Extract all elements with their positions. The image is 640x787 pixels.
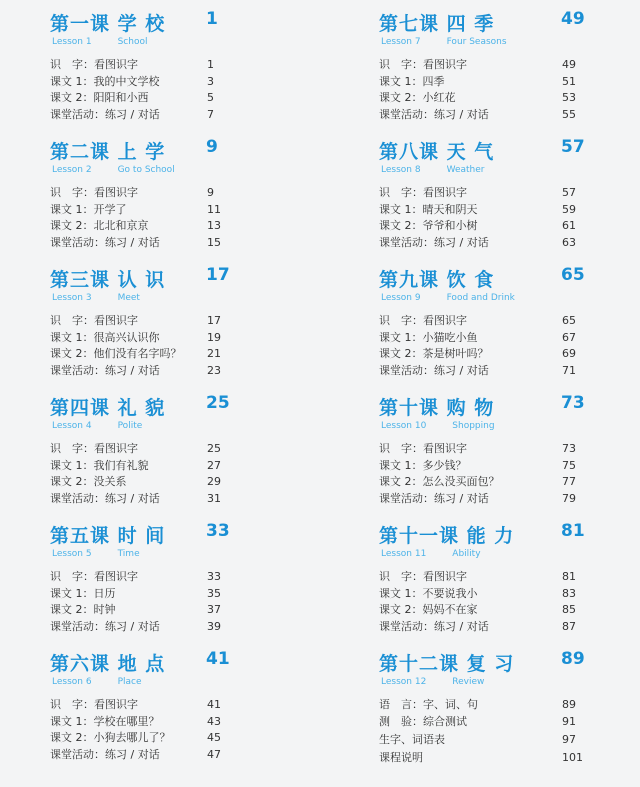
toc-item-page: 9 bbox=[207, 186, 214, 199]
toc-item[interactable] bbox=[379, 458, 589, 475]
lesson-entry bbox=[379, 512, 589, 640]
toc-item[interactable] bbox=[50, 74, 300, 91]
toc-item-page: 39 bbox=[207, 619, 221, 633]
lesson-title[interactable]: 第二课 上 学 bbox=[50, 141, 166, 163]
toc-item[interactable] bbox=[379, 346, 589, 363]
toc-item-label: 测 验：综合测试 bbox=[379, 714, 467, 728]
lesson-title-en: Meet bbox=[117, 293, 140, 303]
appendix-item-label: 课程说明 bbox=[379, 751, 423, 764]
toc-item-page: 35 bbox=[207, 586, 221, 600]
lesson-page-number: 25 bbox=[206, 393, 230, 413]
toc-item[interactable] bbox=[50, 569, 300, 586]
toc-item[interactable] bbox=[379, 185, 589, 202]
toc-item-label: 识 字：看图识字 bbox=[50, 570, 138, 583]
toc-item-label: 课堂活动：练习 / 对话 bbox=[50, 235, 160, 249]
toc-item-page: 29 bbox=[207, 475, 221, 488]
lesson-items bbox=[379, 57, 589, 123]
toc-item-label: 课文 2：北北和京京 bbox=[50, 219, 149, 232]
lesson-title[interactable]: 第七课 四 季 bbox=[379, 13, 495, 35]
lesson-subtitle bbox=[52, 37, 147, 47]
lesson-items bbox=[379, 185, 589, 251]
toc-item[interactable] bbox=[50, 697, 300, 714]
toc-item-page: 27 bbox=[207, 458, 221, 472]
lesson-number-en: Lesson 2 bbox=[52, 165, 92, 175]
toc-item-page: 3 bbox=[207, 74, 214, 88]
toc-item[interactable] bbox=[379, 474, 589, 491]
toc-item[interactable] bbox=[50, 313, 300, 330]
toc-item-page: 43 bbox=[207, 714, 221, 728]
lesson-title-en: Food and Drink bbox=[446, 293, 515, 303]
appendix-item-page: 97 bbox=[562, 733, 576, 746]
lesson-heading[interactable] bbox=[379, 0, 589, 48]
toc-item-label: 课文 2：阳阳和小西 bbox=[50, 91, 149, 104]
toc-item-page: 7 bbox=[207, 107, 214, 121]
lesson-title-en: Polite bbox=[117, 421, 143, 431]
toc-item-page: 55 bbox=[562, 107, 576, 121]
lesson-number-en: Lesson 11 bbox=[381, 549, 427, 559]
lesson-subtitle bbox=[52, 549, 140, 559]
lesson-title[interactable]: 第一课 学 校 bbox=[50, 13, 166, 35]
toc-item[interactable] bbox=[50, 330, 300, 347]
toc-item[interactable] bbox=[379, 697, 589, 714]
toc-item[interactable] bbox=[379, 714, 589, 731]
appendix-item-label: 生字、词语表 bbox=[379, 733, 445, 746]
toc-item-page: 11 bbox=[207, 202, 221, 216]
toc-item[interactable] bbox=[379, 57, 589, 74]
lesson-title[interactable]: 第六课 地 点 bbox=[50, 653, 166, 675]
toc-item-label: 课文 1：我们有礼貌 bbox=[50, 458, 149, 472]
lesson-subtitle bbox=[381, 37, 507, 47]
toc-item-page: 21 bbox=[207, 347, 221, 360]
toc-item[interactable] bbox=[50, 474, 300, 491]
toc-item[interactable] bbox=[379, 202, 589, 219]
lesson-entry bbox=[50, 640, 300, 768]
toc-item[interactable] bbox=[50, 619, 300, 636]
toc-item-page: 23 bbox=[207, 363, 221, 377]
toc-item-page: 37 bbox=[207, 603, 221, 616]
toc-item-page: 83 bbox=[562, 586, 576, 600]
toc-item-page: 47 bbox=[207, 747, 221, 761]
toc-item-label: 识 字：看图识字 bbox=[50, 58, 138, 71]
lesson-heading[interactable] bbox=[379, 512, 589, 560]
lesson-subtitle bbox=[52, 165, 175, 175]
lesson-items bbox=[50, 569, 300, 635]
lesson-title[interactable]: 第八课 天 气 bbox=[379, 141, 495, 163]
toc-item-page: 87 bbox=[562, 619, 576, 633]
lesson-title-en: Time bbox=[117, 549, 140, 559]
lesson-number-en: Lesson 1 bbox=[52, 37, 92, 47]
lesson-subtitle bbox=[381, 421, 495, 431]
lesson-title-en: School bbox=[117, 37, 148, 47]
lesson-subtitle bbox=[52, 677, 142, 687]
toc-item-page: 57 bbox=[562, 186, 576, 199]
toc-item-page: 61 bbox=[562, 219, 576, 232]
toc-item[interactable] bbox=[50, 363, 300, 380]
toc-item[interactable] bbox=[379, 74, 589, 91]
toc-item-page: 77 bbox=[562, 475, 576, 488]
toc-item[interactable] bbox=[50, 57, 300, 74]
lesson-title[interactable]: 第十课 购 物 bbox=[379, 397, 495, 419]
toc-item-page: 63 bbox=[562, 235, 576, 249]
lesson-subtitle bbox=[52, 293, 140, 303]
toc-item[interactable] bbox=[379, 569, 589, 586]
toc-item[interactable] bbox=[50, 107, 300, 124]
lesson-entry bbox=[50, 256, 300, 384]
lesson-title[interactable]: 第三课 认 识 bbox=[50, 269, 166, 291]
lesson-entry bbox=[379, 0, 589, 128]
lesson-number-en: Lesson 4 bbox=[52, 421, 92, 431]
toc-item-label: 识 字：看图识字 bbox=[50, 698, 138, 711]
toc-item-label: 课堂活动：练习 / 对话 bbox=[379, 491, 489, 505]
lesson-page-number: 89 bbox=[561, 649, 585, 669]
lesson-page-number: 49 bbox=[561, 9, 585, 29]
toc-item-page: 69 bbox=[562, 347, 576, 360]
toc-item-label: 课文 2：小狗去哪儿了？ bbox=[50, 731, 171, 744]
toc-item-label: 课堂活动：练习 / 对话 bbox=[379, 235, 489, 249]
lesson-heading[interactable] bbox=[379, 128, 589, 176]
lesson-entry bbox=[379, 256, 589, 384]
lesson-items bbox=[50, 441, 300, 507]
toc-item[interactable] bbox=[50, 491, 300, 508]
lesson-number-en: Lesson 5 bbox=[52, 549, 92, 559]
toc-left-column bbox=[50, 0, 300, 768]
toc-item-page: 19 bbox=[207, 330, 221, 344]
lesson-page-number: 33 bbox=[206, 521, 230, 541]
lesson-page-number: 57 bbox=[561, 137, 585, 157]
lesson-number-en: Lesson 10 bbox=[381, 421, 427, 431]
toc-item-page: 15 bbox=[207, 235, 221, 249]
appendix-item[interactable] bbox=[379, 750, 589, 768]
toc-item-label: 课文 2：没关系 bbox=[50, 475, 127, 488]
lesson-number-en: Lesson 7 bbox=[381, 37, 421, 47]
toc-item[interactable] bbox=[379, 441, 589, 458]
toc-item-page: 59 bbox=[562, 202, 576, 216]
lesson-title-en: Go to School bbox=[117, 165, 175, 175]
lesson-title-en: Place bbox=[117, 677, 142, 687]
toc-item[interactable] bbox=[50, 747, 300, 764]
toc-item-label: 识 字：看图识字 bbox=[379, 186, 467, 199]
toc-item-label: 课文 2：他们没有名字吗？ bbox=[50, 347, 182, 360]
toc-item-label: 课堂活动：练习 / 对话 bbox=[50, 363, 160, 377]
toc-item-page: 17 bbox=[207, 314, 221, 327]
toc-item[interactable] bbox=[50, 235, 300, 252]
toc-item-page: 89 bbox=[562, 698, 576, 711]
toc-right-column bbox=[379, 0, 589, 768]
lesson-items bbox=[379, 441, 589, 507]
toc-item-label: 课文 1：日历 bbox=[50, 586, 116, 600]
toc-item[interactable] bbox=[379, 235, 589, 252]
toc-item[interactable] bbox=[379, 586, 589, 603]
toc-item[interactable] bbox=[379, 363, 589, 380]
toc-item-page: 85 bbox=[562, 603, 576, 616]
lesson-title-en: Review bbox=[452, 677, 485, 687]
lesson-entry bbox=[379, 128, 589, 256]
lesson-subtitle bbox=[381, 165, 484, 175]
toc-item-page: 1 bbox=[207, 58, 214, 71]
lesson-entry bbox=[379, 384, 589, 512]
lesson-title[interactable]: 第十一课 能 力 bbox=[379, 525, 515, 547]
lesson-number-en: Lesson 8 bbox=[381, 165, 421, 175]
toc-item-label: 课文 1：多少钱？ bbox=[379, 458, 467, 472]
toc-item[interactable] bbox=[50, 730, 300, 747]
lesson-title-en: Weather bbox=[446, 165, 485, 175]
lesson-title-en: Ability bbox=[452, 549, 481, 559]
toc-item-label: 语 言：字、词、句 bbox=[379, 698, 478, 711]
toc-item[interactable] bbox=[50, 185, 300, 202]
lesson-heading[interactable] bbox=[50, 256, 300, 304]
toc-item-label: 课文 1：晴天和阴天 bbox=[379, 202, 478, 216]
toc-item[interactable] bbox=[379, 107, 589, 124]
toc-item-label: 识 字：看图识字 bbox=[379, 58, 467, 71]
lesson-items bbox=[50, 313, 300, 379]
toc-item-page: 13 bbox=[207, 219, 221, 232]
lesson-page-number: 17 bbox=[206, 265, 230, 285]
toc-item[interactable] bbox=[379, 330, 589, 347]
lesson-entry bbox=[50, 128, 300, 256]
toc-item-label: 课文 2：怎么没买面包？ bbox=[379, 475, 500, 488]
toc-item-page: 79 bbox=[562, 491, 576, 505]
lesson-items bbox=[379, 697, 589, 730]
toc-item-page: 31 bbox=[207, 491, 221, 505]
lesson-number-en: Lesson 9 bbox=[381, 293, 421, 303]
lesson-page-number: 65 bbox=[561, 265, 585, 285]
lesson-entry bbox=[50, 384, 300, 512]
toc-item-page: 81 bbox=[562, 570, 576, 583]
toc-item-page: 71 bbox=[562, 363, 576, 377]
lesson-number-en: Lesson 6 bbox=[52, 677, 92, 687]
toc-item[interactable] bbox=[379, 619, 589, 636]
lesson-title-en: Four Seasons bbox=[446, 37, 507, 47]
lesson-items bbox=[50, 57, 300, 123]
appendix-item-page: 101 bbox=[562, 751, 583, 764]
lesson-page-number: 1 bbox=[206, 9, 218, 29]
toc-item-label: 识 字：看图识字 bbox=[379, 570, 467, 583]
toc-item[interactable] bbox=[50, 458, 300, 475]
appendix-item[interactable] bbox=[379, 732, 589, 750]
toc-item-label: 课文 1：四季 bbox=[379, 74, 445, 88]
toc-item-label: 课文 2：爷爷和小树 bbox=[379, 219, 478, 232]
toc-item-label: 课堂活动：练习 / 对话 bbox=[50, 491, 160, 505]
lesson-heading[interactable] bbox=[379, 384, 589, 432]
lesson-page-number: 73 bbox=[561, 393, 585, 413]
appendix-list bbox=[379, 732, 589, 768]
toc-item[interactable] bbox=[379, 491, 589, 508]
lesson-page-number: 81 bbox=[561, 521, 585, 541]
toc-item-label: 课文 1：开学了 bbox=[50, 202, 127, 216]
toc-item[interactable] bbox=[50, 202, 300, 219]
toc-item[interactable] bbox=[50, 90, 300, 107]
toc-item-label: 课文 1：我的中文学校 bbox=[50, 74, 160, 88]
toc-item[interactable] bbox=[50, 586, 300, 603]
toc-item-page: 91 bbox=[562, 714, 576, 728]
lesson-subtitle bbox=[381, 293, 515, 303]
lesson-subtitle bbox=[381, 549, 481, 559]
toc-item-page: 67 bbox=[562, 330, 576, 344]
toc-item[interactable] bbox=[50, 218, 300, 235]
toc-item-label: 课堂活动：练习 / 对话 bbox=[379, 619, 489, 633]
toc-item-label: 识 字：看图识字 bbox=[379, 314, 467, 327]
lesson-entry bbox=[50, 512, 300, 640]
toc-item-label: 识 字：看图识字 bbox=[50, 186, 138, 199]
lesson-entry bbox=[50, 0, 300, 128]
toc-item-label: 课堂活动：练习 / 对话 bbox=[50, 619, 160, 633]
toc-item-label: 课文 2：小红花 bbox=[379, 91, 456, 104]
lesson-number-en: Lesson 3 bbox=[52, 293, 92, 303]
lesson-heading[interactable] bbox=[379, 256, 589, 304]
lesson-heading[interactable] bbox=[50, 384, 300, 432]
toc-item-page: 41 bbox=[207, 698, 221, 711]
toc-item[interactable] bbox=[50, 346, 300, 363]
toc-item-label: 课堂活动：练习 / 对话 bbox=[379, 107, 489, 121]
toc-item-page: 45 bbox=[207, 731, 221, 744]
lesson-heading[interactable] bbox=[50, 512, 300, 560]
lesson-items bbox=[50, 185, 300, 251]
toc-item[interactable] bbox=[50, 714, 300, 731]
toc-item-page: 25 bbox=[207, 442, 221, 455]
toc-item[interactable] bbox=[379, 218, 589, 235]
lesson-title[interactable]: 第四课 礼 貌 bbox=[50, 397, 166, 419]
lesson-subtitle bbox=[381, 677, 484, 687]
toc-item-label: 课堂活动：练习 / 对话 bbox=[50, 107, 160, 121]
toc-item-label: 课文 1：小猫吃小鱼 bbox=[379, 330, 478, 344]
toc-item-page: 33 bbox=[207, 570, 221, 583]
lesson-items bbox=[379, 569, 589, 635]
toc-item-label: 识 字：看图识字 bbox=[379, 442, 467, 455]
lesson-page-number: 9 bbox=[206, 137, 218, 157]
toc-item-label: 识 字：看图识字 bbox=[50, 442, 138, 455]
toc-item-label: 课文 1：学校在哪里？ bbox=[50, 714, 160, 728]
lesson-number-en: Lesson 12 bbox=[381, 677, 427, 687]
lesson-title[interactable]: 第十二课 复 习 bbox=[379, 653, 515, 675]
lesson-items bbox=[50, 697, 300, 763]
toc-item-page: 73 bbox=[562, 442, 576, 455]
lesson-heading[interactable] bbox=[50, 128, 300, 176]
lesson-items bbox=[379, 313, 589, 379]
toc-item[interactable] bbox=[379, 90, 589, 107]
lesson-title-en: Shopping bbox=[452, 421, 495, 431]
toc-item-label: 识 字：看图识字 bbox=[50, 314, 138, 327]
lesson-heading[interactable] bbox=[379, 640, 589, 688]
toc-item-page: 49 bbox=[562, 58, 576, 71]
lesson-title[interactable]: 第五课 时 间 bbox=[50, 525, 166, 547]
toc-item-page: 51 bbox=[562, 74, 576, 88]
toc-item-label: 课堂活动：练习 / 对话 bbox=[379, 363, 489, 377]
toc-item-label: 课文 1：很高兴认识你 bbox=[50, 330, 160, 344]
toc-item-label: 课文 2：时钟 bbox=[50, 603, 116, 616]
toc-item[interactable] bbox=[50, 441, 300, 458]
lesson-title[interactable]: 第九课 饮 食 bbox=[379, 269, 495, 291]
toc-item-page: 65 bbox=[562, 314, 576, 327]
toc-item[interactable] bbox=[50, 602, 300, 619]
toc-item-label: 课文 2：妈妈不在家 bbox=[379, 603, 478, 616]
lesson-subtitle bbox=[52, 421, 142, 431]
lesson-heading[interactable] bbox=[50, 0, 300, 48]
toc-item-label: 课堂活动：练习 / 对话 bbox=[50, 747, 160, 761]
toc-item-page: 5 bbox=[207, 91, 214, 104]
toc-item-page: 53 bbox=[562, 91, 576, 104]
toc-item-label: 课文 1：不要说我小 bbox=[379, 586, 478, 600]
toc-item[interactable] bbox=[379, 313, 589, 330]
toc-item-page: 75 bbox=[562, 458, 576, 472]
toc-item-label: 课文 2：茶是树叶吗？ bbox=[379, 347, 489, 360]
toc-item[interactable] bbox=[379, 602, 589, 619]
lesson-entry bbox=[379, 640, 589, 768]
lesson-page-number: 41 bbox=[206, 649, 230, 669]
lesson-heading[interactable] bbox=[50, 640, 300, 688]
